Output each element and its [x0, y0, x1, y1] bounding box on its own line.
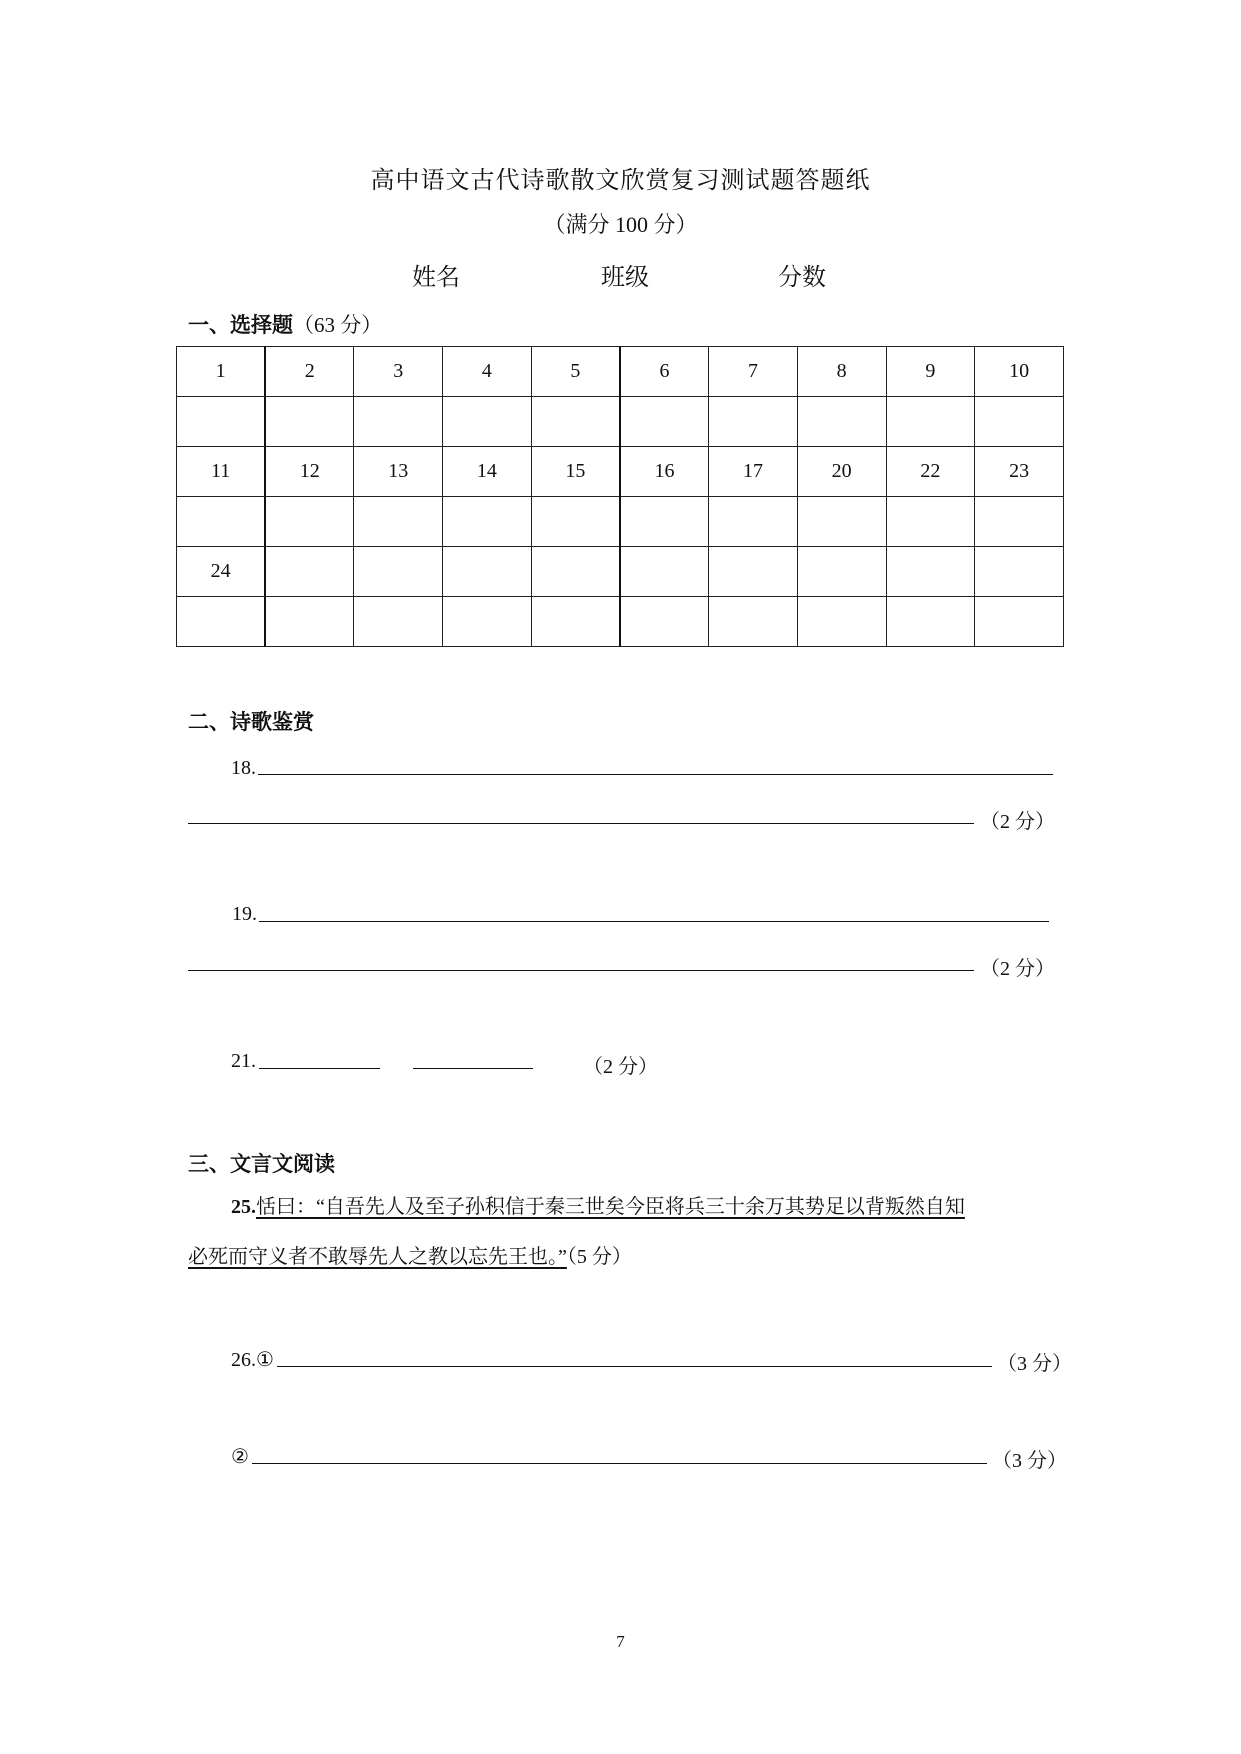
q19-points: （2 分）: [980, 958, 1055, 980]
question-number-cell: 17: [709, 447, 798, 497]
q25-line-1: [231, 1182, 1061, 1232]
grid-row: [177, 397, 1064, 447]
q25-points: （5 分）: [566, 1246, 632, 1268]
answer-cell[interactable]: [709, 547, 798, 597]
question-number-cell: 8: [797, 347, 886, 397]
answer-cell[interactable]: [354, 597, 443, 647]
q19-answer-line-1[interactable]: [259, 921, 1049, 922]
question-number-cell: 1: [177, 347, 266, 397]
question-number-cell: 10: [975, 347, 1064, 397]
section-1-heading: [188, 309, 382, 339]
answer-cell[interactable]: [265, 397, 354, 447]
question-number-cell: 7: [709, 347, 798, 397]
answer-cell[interactable]: [443, 497, 532, 547]
question-number-cell: 13: [354, 447, 443, 497]
answer-cell[interactable]: [886, 597, 975, 647]
answer-cell[interactable]: [177, 397, 266, 447]
answer-cell[interactable]: [709, 397, 798, 447]
question-number-cell: 20: [797, 447, 886, 497]
grid-row: [177, 547, 1064, 597]
answer-cell[interactable]: [620, 547, 709, 597]
answer-cell[interactable]: [886, 497, 975, 547]
q25-line-2: [188, 1232, 632, 1282]
answer-cell[interactable]: [354, 547, 443, 597]
answer-cell[interactable]: [443, 397, 532, 447]
q26-sub-2: ②: [231, 1446, 249, 1468]
answer-cell[interactable]: [620, 397, 709, 447]
q21-blank-1[interactable]: [259, 1068, 380, 1069]
answer-cell[interactable]: [797, 497, 886, 547]
page-subtitle: （满分 100 分）: [543, 212, 698, 237]
answer-cell[interactable]: [797, 397, 886, 447]
answer-cell[interactable]: [443, 547, 532, 597]
q26-answer-line-1[interactable]: [277, 1366, 992, 1367]
section-1-title: 一、选择题: [188, 313, 293, 337]
answer-cell[interactable]: [354, 497, 443, 547]
question-number-cell: 6: [620, 347, 709, 397]
q18-number: 18.: [231, 757, 256, 779]
q26-points-2: （3 分）: [992, 1450, 1067, 1472]
answer-cell[interactable]: [265, 547, 354, 597]
class-label: 班级: [601, 265, 649, 291]
answer-cell[interactable]: [531, 397, 620, 447]
q18-points: （2 分）: [980, 811, 1055, 833]
question-number-cell: 16: [620, 447, 709, 497]
question-number-cell: 24: [177, 547, 266, 597]
q21-blank-2[interactable]: [413, 1068, 533, 1069]
answer-cell[interactable]: [797, 597, 886, 647]
question-number-cell: 5: [531, 347, 620, 397]
question-number-cell: 2: [265, 347, 354, 397]
section-2-heading: 二、诗歌鉴赏: [188, 710, 314, 734]
section-1-points: （63 分）: [293, 313, 383, 337]
q26-answer-line-2[interactable]: [252, 1463, 987, 1464]
answer-cell[interactable]: [886, 397, 975, 447]
answer-cell[interactable]: [975, 597, 1064, 647]
answer-cell[interactable]: [177, 497, 266, 547]
answer-cell[interactable]: [443, 597, 532, 647]
q18-answer-line-2[interactable]: [188, 823, 974, 824]
page-number: 7: [616, 1632, 625, 1651]
answer-cell[interactable]: [531, 547, 620, 597]
answer-cell[interactable]: [709, 597, 798, 647]
answer-cell[interactable]: [620, 597, 709, 647]
grid-row: [177, 347, 1064, 397]
answer-cell[interactable]: [531, 497, 620, 547]
grid-row: [177, 597, 1064, 647]
name-label: 姓名: [412, 265, 460, 291]
section-3-heading: 三、文言文阅读: [188, 1152, 335, 1176]
question-number-cell: 14: [443, 447, 532, 497]
question-number-cell: 11: [177, 447, 266, 497]
answer-cell[interactable]: [620, 497, 709, 547]
answer-cell[interactable]: [975, 497, 1064, 547]
q26-number: 26.①: [231, 1349, 274, 1371]
question-number-cell: 15: [531, 447, 620, 497]
question-number-cell: 12: [265, 447, 354, 497]
answer-cell[interactable]: [709, 497, 798, 547]
answer-cell[interactable]: [797, 547, 886, 597]
q19-number: 19.: [232, 903, 257, 925]
question-number-cell: 23: [975, 447, 1064, 497]
answer-cell[interactable]: [354, 397, 443, 447]
answer-cell[interactable]: [265, 497, 354, 547]
question-number-cell: 9: [886, 347, 975, 397]
q25-quote-line-2: 必死而守义者不敢辱先人之教以忘先王也。”: [188, 1246, 567, 1268]
grid-row: [177, 497, 1064, 547]
q21-points: （2 分）: [583, 1056, 658, 1078]
q25-quote-line-1: 恬曰：“自吾先人及至子孙积信于秦三世矣今臣将兵三十余万其势足以背叛然自知: [256, 1196, 965, 1218]
answer-cell[interactable]: [531, 597, 620, 647]
page-title: 高中语文古代诗歌散文欣赏复习测试题答题纸: [370, 168, 871, 194]
question-number-cell: 4: [443, 347, 532, 397]
answer-grid: [176, 346, 1064, 647]
grid-row: [177, 447, 1064, 497]
answer-cell[interactable]: [975, 547, 1064, 597]
q26-points-1: （3 分）: [997, 1353, 1072, 1375]
answer-cell[interactable]: [265, 597, 354, 647]
q21-number: 21.: [231, 1050, 256, 1072]
answer-cell[interactable]: [975, 397, 1064, 447]
q19-answer-line-2[interactable]: [188, 970, 974, 971]
answer-cell[interactable]: [177, 597, 266, 647]
q25-number: 25.: [231, 1196, 256, 1218]
q18-answer-line-1[interactable]: [258, 774, 1053, 775]
question-number-cell: 3: [354, 347, 443, 397]
score-label: 分数: [778, 265, 826, 291]
answer-cell[interactable]: [886, 547, 975, 597]
question-number-cell: 22: [886, 447, 975, 497]
